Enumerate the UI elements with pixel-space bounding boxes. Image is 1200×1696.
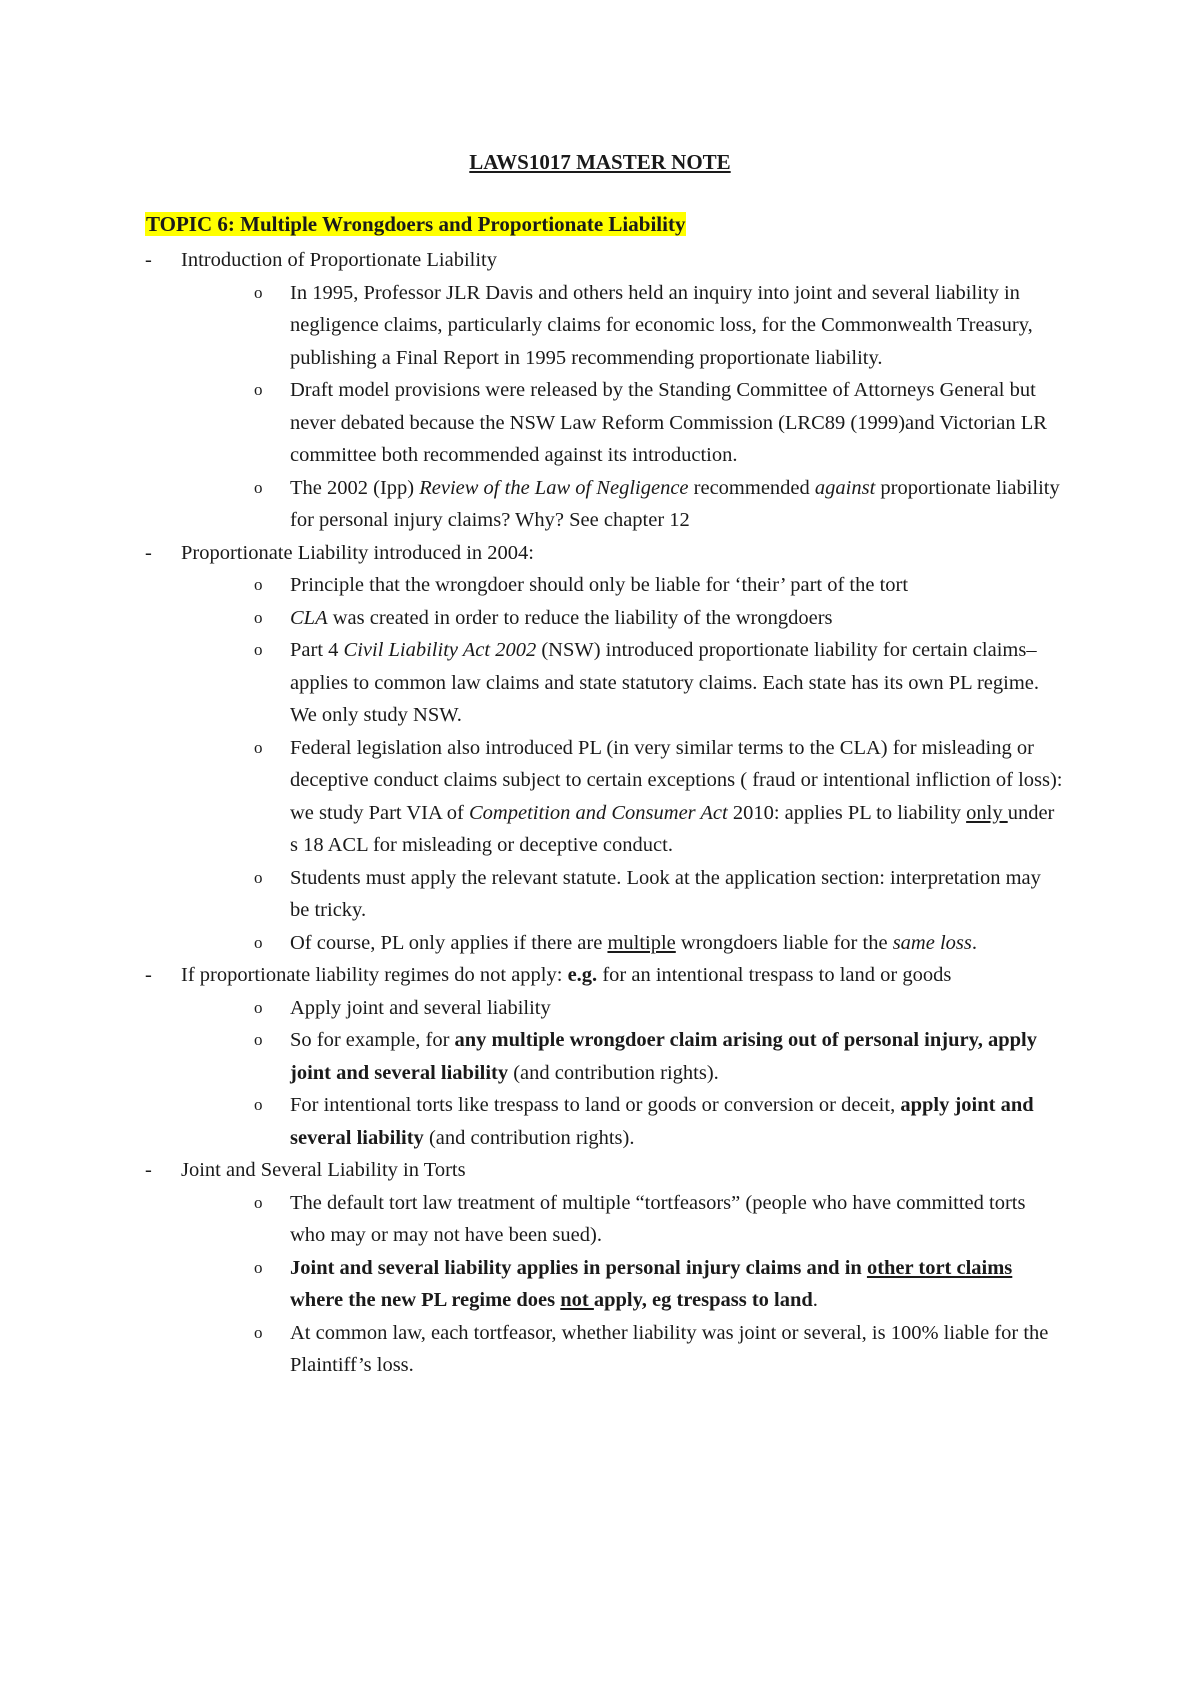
dash-marker: - [145,249,152,271]
bullet-marker: o [254,1257,263,1277]
bullet-marker: o [254,1322,263,1342]
list-item: o So for example, for any multiple wrongdoer claim arising out of personal injury, apply joint and several liability (and contribution rights). [145,1024,1065,1089]
dash-marker: - [145,1159,152,1181]
bullet-marker: o [254,607,263,627]
list-item: o In 1995, Professor JLR Davis and others held an inquiry into joint and several liability in negligence claims, particularly claims for economic loss, for the Commonwealth Treasury, publishing a Final Report in 1995 recommending proportionate liability. [145,277,1065,375]
list-item: o Federal legislation also introduced PL (in very similar terms to the CLA) for misleading or deceptive conduct claims subject to certain exceptions ( fraud or intentional infliction of loss): we study Part VIA of Competition and Consumer Act 2010: applies PL to liability only under s 18 ACL for misleading or deceptive conduct. [145,732,1065,862]
list-item: o Students must apply the relevant statute. Look at the application section: interpretation may be tricky. [145,862,1065,927]
list-item: o Draft model provisions were released by the Standing Committee of Attorneys General but never debated because the NSW Law Reform Commission (LRC89 (1999)and Victorian LR committee both recommended against its introduction. [145,374,1065,472]
list-item: o Joint and several liability applies in personal injury claims and in other tort claims where the new PL regime does not apply, eg trespass to land. [145,1252,1065,1317]
page-title: LAWS1017 MASTER NOTE [469,150,731,174]
bullet-marker: o [254,997,263,1017]
bullet-marker: o [254,640,263,659]
list-item: o Part 4 Civil Liability Act 2002 (NSW) introduced proportionate liability for certain claims– applies to common law claims and state statutory claims. Each state has its own PL regime. We only study NSW. [145,634,1065,732]
list-item: o Principle that the wrongdoer should only be liable for ‘their’ part of the tort [145,569,1065,602]
list-item: o The default tort law treatment of multiple “tortfeasors” (people who have committed torts who may or may not have been sued). [145,1187,1065,1252]
list-item: o At common law, each tortfeasor, whether liability was joint or several, is 100% liable for the Plaintiff’s loss. [145,1317,1065,1382]
section-heading: - Joint and Several Liability in Torts [145,1154,1065,1187]
bullet-marker: o [254,1095,263,1114]
list-item: o Of course, PL only applies if there are multiple wrongdoers liable for the same loss. [145,927,1065,960]
dash-marker: - [145,541,152,564]
bullet-marker: o [254,380,263,399]
bullet-marker: o [254,737,263,757]
list-item: o Apply joint and several liability [145,992,1065,1025]
list-item: o For intentional torts like trespass to land or goods or conversion or deceit, apply joint and several liability (and contribution rights). [145,1089,1065,1154]
bullet-marker: o [254,932,263,952]
bullet-marker: o [254,575,263,594]
list-item: o CLA was created in order to reduce the liability of the wrongdoers [145,602,1065,635]
section-heading: - Proportionate Liability introduced in 2004: [145,537,1065,570]
section-heading: - Introduction of Proportionate Liability [145,244,1065,277]
bullet-marker: o [254,867,263,887]
bullet-marker: o [254,1192,263,1212]
notes-body [145,244,1065,1382]
dash-marker: - [145,964,152,986]
bullet-marker: o [254,282,263,302]
topic-heading: TOPIC 6: Multiple Wrongdoers and Proportionate Liability [146,212,686,236]
list-item: o The 2002 (Ipp) Review of the Law of Negligence recommended against proportionate liability for personal injury claims? Why? See chapter 12 [145,472,1065,537]
bullet-marker: o [254,1030,263,1049]
bullet-marker: o [254,477,263,497]
section-heading: - If proportionate liability regimes do not apply: e.g. for an intentional trespass to land or goods [145,959,1065,992]
